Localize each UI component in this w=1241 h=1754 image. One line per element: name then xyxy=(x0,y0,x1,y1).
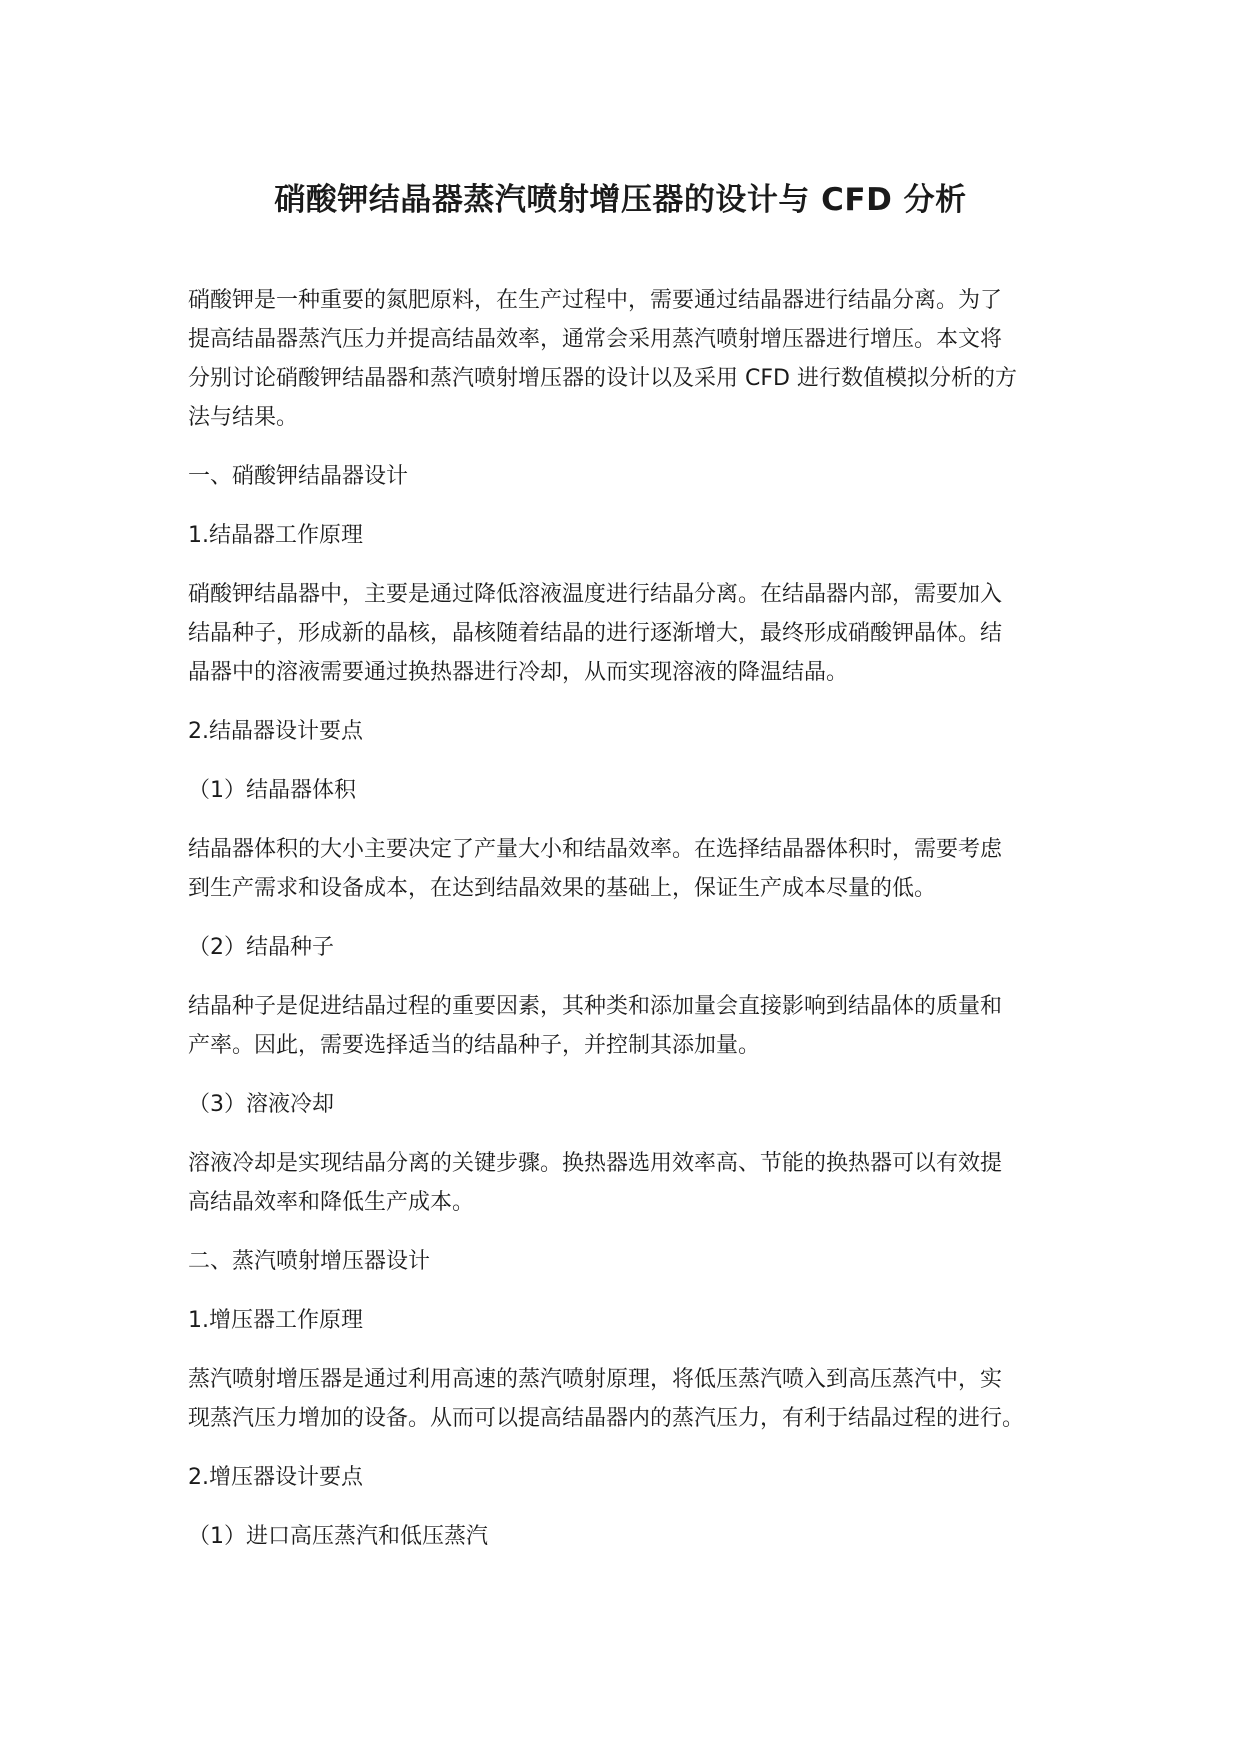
section-heading: （2）结晶种子 xyxy=(188,935,334,960)
paragraph-line: 到生产需求和设备成本，在达到结晶效果的基础上，保证生产成本尽量的低。 xyxy=(188,876,937,901)
section-heading: （3）溶液冷却 xyxy=(188,1092,334,1117)
paragraph xyxy=(188,281,1068,437)
section-heading: 2.结晶器设计要点 xyxy=(188,719,363,744)
paragraph-line: 溶液冷却是实现结晶分离的关键步骤。换热器选用效率高、节能的换热器可以有效提 xyxy=(188,1151,1003,1176)
paragraph-line: 法与结果。 xyxy=(188,405,299,430)
paragraph-line: 结晶种子是促进结晶过程的重要因素，其种类和添加量会直接影响到结晶体的质量和 xyxy=(188,994,1003,1019)
paragraph-line: 晶器中的溶液需要通过换热器进行冷却，从而实现溶液的降温结晶。 xyxy=(188,660,849,685)
paragraph xyxy=(188,830,1068,908)
paragraph-line: 结晶种子，形成新的晶核，晶核随着结晶的进行逐渐增大，最终形成硝酸钾晶体。结 xyxy=(188,621,1003,646)
section-heading: （1）结晶器体积 xyxy=(188,778,356,803)
document-title: 硝酸钾结晶器蒸汽喷射增压器的设计与 CFD 分析 xyxy=(274,182,967,218)
section-heading: （1）进口高压蒸汽和低压蒸汽 xyxy=(188,1524,488,1549)
section-heading: 二、蒸汽喷射增压器设计 xyxy=(188,1249,431,1274)
document-body xyxy=(188,281,1068,1576)
section-heading: 1.结晶器工作原理 xyxy=(188,523,363,548)
section-heading: 一、硝酸钾结晶器设计 xyxy=(188,464,409,489)
paragraph-line: 现蒸汽压力增加的设备。从而可以提高结晶器内的蒸汽压力，有利于结晶过程的进行。 xyxy=(188,1406,1025,1431)
paragraph-line: 产率。因此，需要选择适当的结晶种子，并控制其添加量。 xyxy=(188,1033,761,1058)
paragraph xyxy=(188,1144,1068,1222)
paragraph-line: 硝酸钾是一种重要的氮肥原料，在生产过程中，需要通过结晶器进行结晶分离。为了 xyxy=(188,288,1003,313)
paragraph-line: 蒸汽喷射增压器是通过利用高速的蒸汽喷射原理，将低压蒸汽喷入到高压蒸汽中，实 xyxy=(188,1367,1003,1392)
section-heading: 2.增压器设计要点 xyxy=(188,1465,363,1490)
paragraph xyxy=(188,987,1068,1065)
paragraph xyxy=(188,1360,1068,1438)
section-heading: 1.增压器工作原理 xyxy=(188,1308,363,1333)
paragraph-line: 结晶器体积的大小主要决定了产量大小和结晶效率。在选择结晶器体积时，需要考虑 xyxy=(188,837,1003,862)
paragraph-line: 硝酸钾结晶器中，主要是通过降低溶液温度进行结晶分离。在结晶器内部，需要加入 xyxy=(188,582,1003,607)
paragraph-line: 分别讨论硝酸钾结晶器和蒸汽喷射增压器的设计以及采用 CFD 进行数值模拟分析的方 xyxy=(188,366,1017,391)
paragraph xyxy=(188,575,1068,692)
paragraph-line: 提高结晶器蒸汽压力并提高结晶效率，通常会采用蒸汽喷射增压器进行增压。本文将 xyxy=(188,327,1003,352)
paragraph-line: 高结晶效率和降低生产成本。 xyxy=(188,1190,475,1215)
